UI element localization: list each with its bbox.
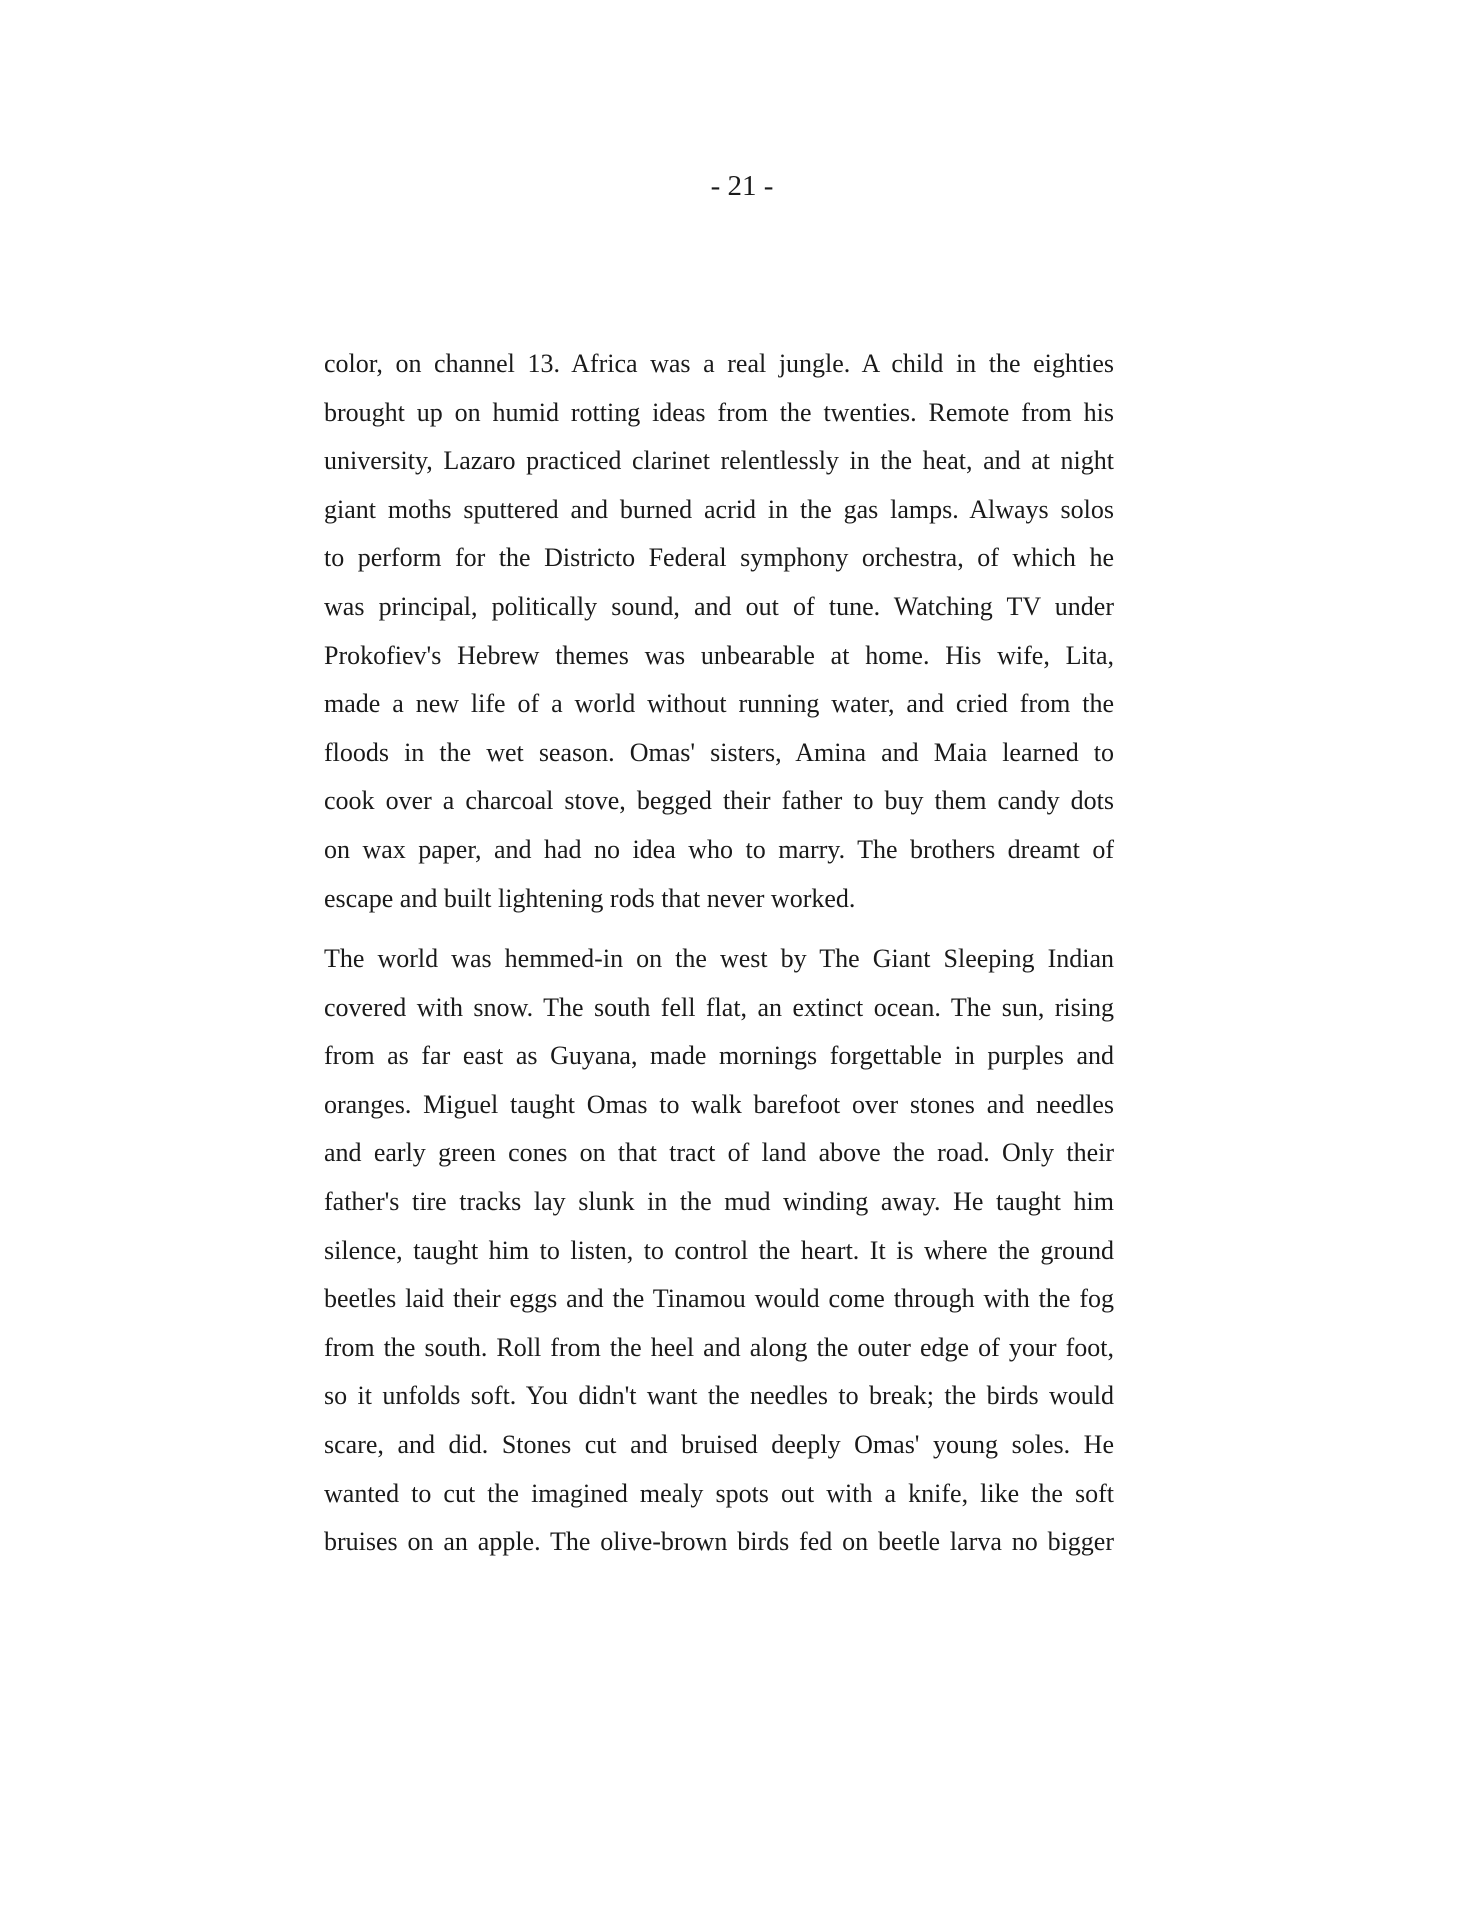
text-line: The world was hemmed-in on the west by The Giant Sleeping Indian bbox=[324, 944, 1114, 973]
text-line: brought up on humid rotting ideas from the twenties. Remote from his bbox=[324, 397, 1114, 427]
paragraph-2 bbox=[324, 935, 1114, 1567]
text-line: color, on channel 13. Africa was a real jungle. A child in the eighties bbox=[324, 349, 1114, 378]
text-line: from the south. Roll from the heel and along the outer edge of your foot, bbox=[324, 1332, 1114, 1362]
text-line: and early green cones on that tract of land above the road. Only their bbox=[324, 1138, 1114, 1168]
text-line: silence, taught him to listen, to control the heart. It is where the ground bbox=[324, 1235, 1114, 1265]
text-line: floods in the wet season. Omas' sisters, Amina and Maia learned to bbox=[324, 737, 1114, 767]
text-line: was principal, politically sound, and out of tune. Watching TV under bbox=[324, 591, 1114, 621]
text-line: escape and built lightening rods that never worked. bbox=[324, 883, 856, 913]
page-number: - 21 - bbox=[710, 170, 774, 202]
text-line: from as far east as Guyana, made mornings forgettable in purples and bbox=[324, 1041, 1114, 1071]
text-line: oranges. Miguel taught Omas to walk barefoot over stones and needles bbox=[324, 1089, 1114, 1119]
paragraph-1 bbox=[324, 340, 1114, 923]
text-line: bruises on an apple. The olive-brown birds fed on beetle larva no bigger bbox=[324, 1527, 1114, 1557]
text-line: so it unfolds soft. You didn't want the needles to break; the birds would bbox=[324, 1381, 1114, 1411]
text-line: beetles laid their eggs and the Tinamou would come through with the fog bbox=[324, 1284, 1114, 1314]
text-line: wanted to cut the imagined mealy spots out with a knife, like the soft bbox=[324, 1478, 1114, 1508]
text-line: made a new life of a world without running water, and cried from the bbox=[324, 689, 1114, 719]
text-line: to perform for the Districto Federal symphony orchestra, of which he bbox=[324, 543, 1114, 573]
text-line: cook over a charcoal stove, begged their father to buy them candy dots bbox=[324, 786, 1114, 816]
text-line: giant moths sputtered and burned acrid in the gas lamps. Always solos bbox=[324, 494, 1114, 524]
text-line: Prokofiev's Hebrew themes was unbearable at home. His wife, Lita, bbox=[324, 640, 1114, 670]
text-line: university, Lazaro practiced clarinet relentlessly in the heat, and at night bbox=[324, 446, 1114, 476]
text-line: father's tire tracks lay slunk in the mud winding away. He taught him bbox=[324, 1186, 1114, 1216]
text-line: scare, and did. Stones cut and bruised deeply Omas' young soles. He bbox=[324, 1429, 1114, 1459]
text-line: on wax paper, and had no idea who to marry. The brothers dreamt of bbox=[324, 834, 1114, 864]
text-line: covered with snow. The south fell flat, an extinct ocean. The sun, rising bbox=[324, 992, 1114, 1022]
